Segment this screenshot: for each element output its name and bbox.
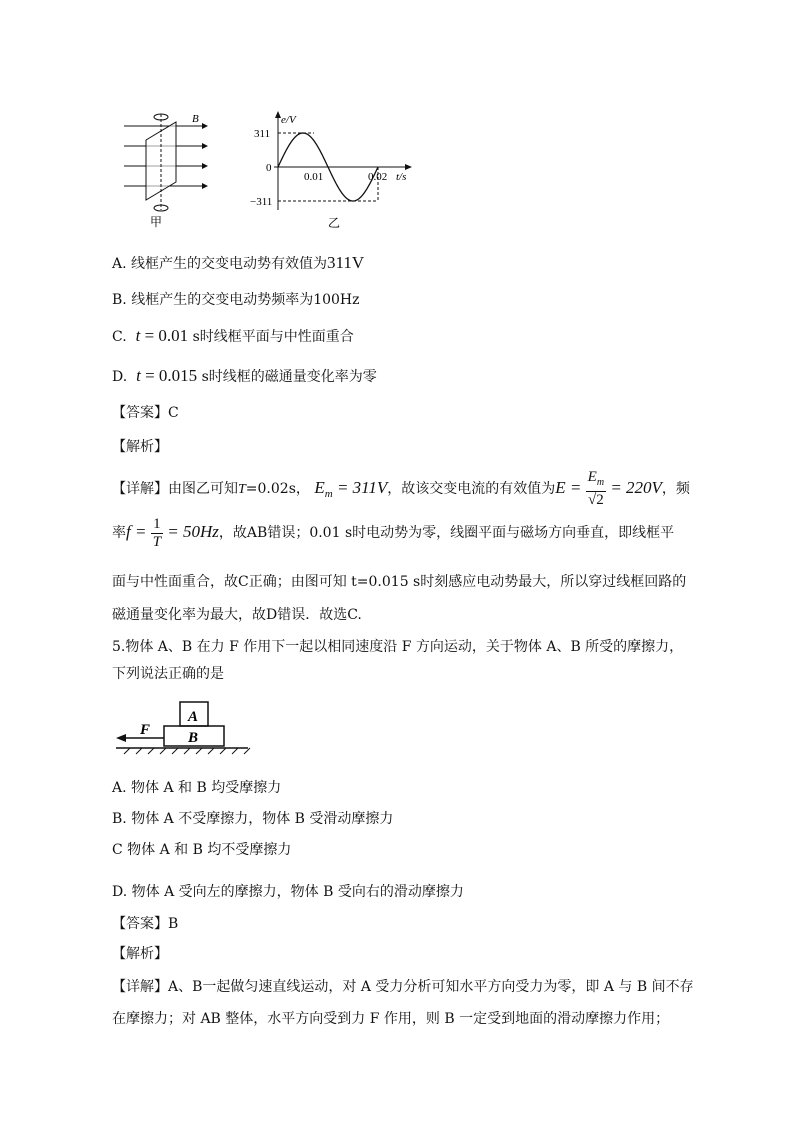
q4-explain-line1: 【详解】由图乙可知T=0.02s， $E_m = 311V$，故该交变电流的有效值为E = $\frac{E_m}{√2}$ = 220V，频 (112, 469, 690, 508)
q4-analysis-label: 【解析】 (112, 439, 168, 455)
force-arrow-head (116, 734, 126, 742)
block-label-b: B (188, 730, 199, 746)
q4-explain-line3: 面与中性面重合，故C正确；由图可知 t=0.015 s时刻感应电动势最大，所以穿过线框回路的 (112, 574, 687, 590)
q5-option-c: C 物体 A 和 B 均不受摩擦力 (112, 842, 292, 858)
q4-option-c: C. t = 0.01 s时线框平面与中性面重合 (112, 326, 354, 345)
q4-explain-line4: 磁通量变化率为最大，故D错误．故选C. (112, 607, 362, 623)
field-label-b: B (192, 113, 199, 125)
emf-graph (248, 110, 428, 230)
q4-option-a: A. 线框产生的交变电动势有效值为311V (112, 253, 365, 272)
q5-analysis-label: 【解析】 (112, 946, 168, 962)
q4-option-b: B. 线框产生的交变电动势频率为100Hz (112, 292, 360, 308)
q5-option-b: B. 物体 A 不受摩擦力，物体 B 受滑动摩擦力 (112, 811, 394, 827)
q5-stem-line2: 下列说法正确的是 (112, 666, 224, 682)
blocks-figure (114, 696, 254, 758)
figure-caption-jia: 甲 (150, 215, 163, 228)
x-axis-label: t/s (396, 171, 407, 183)
q4-option-d: D. t = 0.015 s时线框的磁通量变化率为零 (112, 366, 377, 385)
tick-0: 0 (266, 162, 272, 174)
q5-stem-line1: 5.物体 A、B 在力 F 作用下一起以相同速度沿 F 方向运动，关于物体 A、B 所受的摩擦力， (112, 639, 684, 655)
fraction-em-sqrt2: $\frac{E_m}{√2}$ (587, 469, 605, 508)
tick-neg311: −311 (250, 196, 273, 208)
q5-explain-line2: 在摩擦力；对 AB 整体，水平方向受到力 F 作用，则 B 一定受到地面的滑动摩擦力作用； (112, 1011, 670, 1027)
figure-caption-yi: 乙 (328, 216, 341, 230)
q5-option-d: D. 物体 A 受向左的摩擦力，物体 B 受向右的滑动摩擦力 (112, 884, 464, 900)
y-axis-label: e/V (281, 114, 296, 126)
force-label-f: F (140, 722, 151, 738)
tick-002: 0.02 (368, 171, 388, 183)
fraction-1-over-t: $\frac{1}{T}$ (152, 515, 162, 550)
q5-option-a: A. 物体 A 和 B 均受摩擦力 (112, 780, 282, 796)
q4-explain-line2: 率f = $\frac{1}{T}$ = 50Hz，故AB错误；0.01 s时电动势为零，线圈平面与磁场方向垂直，即线框平 (112, 515, 675, 550)
q5-explain-line1: 【详解】A、B一起做匀速直线运动，对 A 受力分析可知水平方向受力为零，即 A 与 B 间不存 (112, 979, 694, 995)
tick-001: 0.01 (304, 171, 324, 183)
tick-311: 311 (254, 128, 271, 140)
q5-answer: 【答案】B (112, 916, 179, 932)
coil-figure (118, 110, 218, 228)
block-label-a: A (188, 709, 199, 725)
q4-answer: 【答案】C (112, 405, 179, 421)
